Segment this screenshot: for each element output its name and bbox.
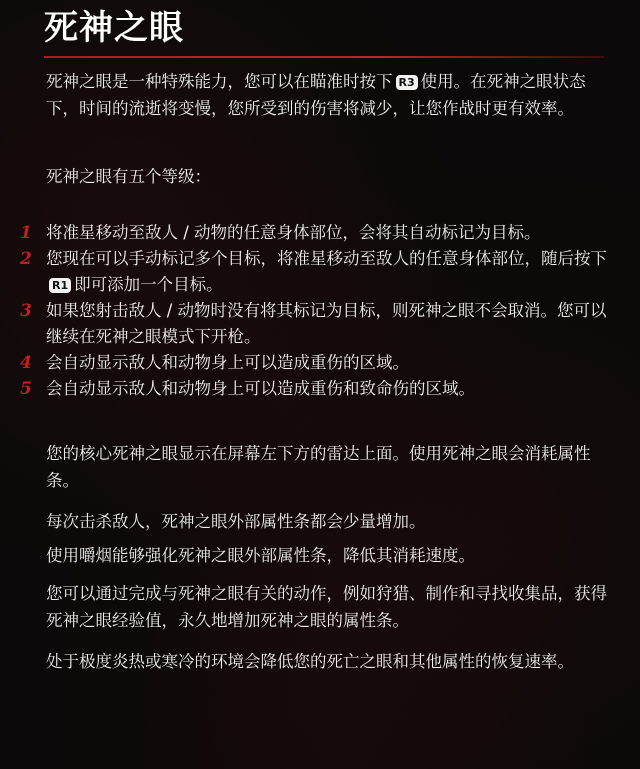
intro-text-before: 死神之眼是一种特殊能力，您可以在瞄准时按下 xyxy=(46,72,393,91)
r1-button-icon: R1 xyxy=(49,278,71,293)
intro-paragraph xyxy=(46,68,606,122)
level-item-1 xyxy=(20,220,610,246)
level-number: 3 xyxy=(20,301,32,321)
levels-heading: 死神之眼有五个等级： xyxy=(46,167,211,186)
level-number: 5 xyxy=(20,379,32,399)
paragraph-environment: 处于极度炎热或寒冷的环境会降低您的死亡之眼和其他属性的恢复速率。 xyxy=(46,652,574,671)
paragraph-chewing-tobacco: 使用嚼烟能够强化死神之眼外部属性条，降低其消耗速度。 xyxy=(46,546,475,565)
level-number: 4 xyxy=(20,353,32,373)
level-item-5 xyxy=(20,376,610,402)
levels-list xyxy=(20,220,610,402)
level-item-2 xyxy=(20,246,610,298)
level-text-before: 您现在可以手动标记多个目标，将准星移动至敌人的任意身体部位，随后按下 xyxy=(46,249,607,268)
page-title: 死神之眼 xyxy=(44,8,184,48)
paragraph-kill-bonus: 每次击杀敌人，死神之眼外部属性条都会少量增加。 xyxy=(46,512,426,531)
level-text: 将准星移动至敌人 / 动物的任意身体部位，会将其自动标记为目标。 xyxy=(46,223,541,242)
paragraph-radar: 您的核心死神之眼显示在屏幕左下方的雷达上面。使用死神之眼会消耗属性条。 xyxy=(46,444,591,490)
title-divider xyxy=(44,56,604,58)
level-number: 1 xyxy=(20,223,32,243)
level-text: 会自动显示敌人和动物身上可以造成重伤的区域。 xyxy=(46,353,409,372)
level-text: 如果您射击敌人 / 动物时没有将其标记为目标，则死神之眼不会取消。您可以继续在死神之眼模式下开枪。 xyxy=(46,301,607,346)
paragraph-experience: 您可以通过完成与死神之眼有关的动作，例如狩猎、制作和寻找收集品，获得死神之眼经验值，永久地增加死神之眼的属性条。 xyxy=(46,584,607,630)
level-number: 2 xyxy=(20,249,32,269)
level-text: 会自动显示敌人和动物身上可以造成重伤和致命伤的区域。 xyxy=(46,379,475,398)
level-text-after: 即可添加一个目标。 xyxy=(74,275,223,294)
level-item-3 xyxy=(20,298,610,350)
r3-button-icon: R3 xyxy=(396,75,418,90)
intro-text-after: 使用。在死神之眼状态下，时间的流逝将变慢，您所受到的伤害将减少，让您作战时更有效率。 xyxy=(46,72,586,118)
level-item-4 xyxy=(20,350,610,376)
